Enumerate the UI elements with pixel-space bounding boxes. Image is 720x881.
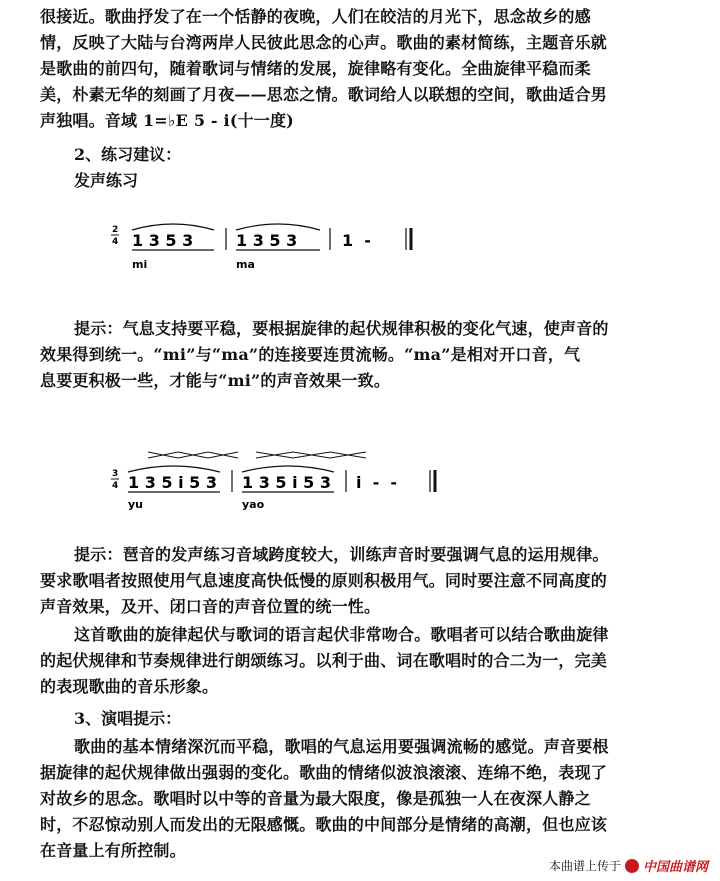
singing-tips-line: 歌曲的基本情绪深沉而平稳，歌唱的气息运用要强调流畅的感觉。声音要根	[74, 737, 609, 756]
time-sig-top: 2	[112, 225, 119, 235]
section3-heading: 3、演唱提示：	[74, 709, 182, 728]
time-sig-bottom: 4	[112, 237, 119, 247]
singing-tips-paragraph	[40, 734, 686, 864]
exercise1-bar3: 1 -	[342, 231, 371, 250]
exercise1-notation	[108, 218, 448, 278]
section2-subheading: 发声练习	[74, 171, 139, 190]
melody-paragraph	[40, 622, 686, 700]
singing-tips-line: 对故乡的思念。歌唱时以中等的音量为最大限度，像是孤独一人在夜深人静之	[40, 789, 591, 808]
tip1-line: 提示：气息支持要平稳，要根据旋律的起伏规律积极的变化气速，使声音的	[74, 319, 609, 338]
site-logo-icon	[625, 859, 639, 873]
footer-watermark	[549, 856, 708, 875]
slur-mark	[128, 466, 220, 472]
tip2-line: 提示：琶音的发声练习音域跨度较大，训练声音时要强调气息的运用规律。	[74, 545, 609, 564]
tip1-line: 效果得到统一。“mi”与“ma”的连接要连贯流畅。“ma”是相对开口音，气	[40, 345, 581, 364]
intro-line: 很接近。歌曲抒发了在一个恬静的夜晚，人们在皎洁的月光下，思念故乡的感	[40, 7, 591, 26]
exercise2-staff	[108, 446, 488, 516]
tip1-line: 息要更积极一些，才能与“mi”的声音效果一致。	[40, 371, 391, 390]
exercise1-staff	[108, 218, 448, 278]
intro-paragraph	[40, 4, 686, 134]
singing-tips-line: 据旋律的起伏规律做出强弱的变化。歌曲的情绪似波浪滚滚、连绵不绝，表现了	[40, 763, 608, 782]
syllable-yu: yu	[128, 498, 144, 511]
exercise1-bar1: 1 3 5 3	[132, 231, 194, 250]
singing-tips-line: 在音量上有所控制。	[40, 841, 186, 860]
intro-line: 是歌曲的前四句，随着歌词与情绪的发展，旋律略有变化。全曲旋律平稳而柔	[40, 59, 591, 78]
syllable-yao: yao	[242, 498, 265, 511]
footer-site-name[interactable]: 中国曲谱网	[642, 860, 708, 875]
singing-tips-line: 时，不忍惊动别人而发出的无限感慨。歌曲的中间部分是情绪的高潮，但也应该	[40, 815, 608, 834]
intro-line: 美，朴素无华的刻画了月夜——思恋之情。歌词给人以联想的空间，歌曲适合男	[40, 85, 608, 104]
tip2-line: 声音效果，及开、闭口音的声音位置的统一性。	[40, 597, 381, 616]
time-sig-bottom: 4	[112, 481, 119, 491]
footer-upload-text: 本曲谱上传于	[548, 859, 621, 873]
tip2-paragraph	[40, 542, 686, 620]
syllable-ma: ma	[236, 258, 255, 271]
dynamics-hairpin	[256, 452, 366, 458]
time-sig-top: 3	[112, 469, 119, 479]
melody-line: 这首歌曲的旋律起伏与歌词的语言起伏非常吻合。歌唱者可以结合歌曲旋律	[74, 625, 609, 644]
exercise2-bar2: 1 3 5 i 5 3	[242, 473, 331, 492]
syllable-mi: mi	[132, 258, 148, 271]
intro-line: 情，反映了大陆与台湾两岸人民彼此思念的心声。歌曲的素材简练，主题音乐就	[40, 33, 608, 52]
melody-line: 的起伏规律和节奏规律进行朗颂练习。以利于曲、词在歌唱时的合二为一，完美	[40, 651, 608, 670]
dynamics-hairpin	[148, 452, 238, 458]
exercise2-notation	[108, 446, 488, 516]
slur-mark	[132, 224, 214, 230]
melody-line: 的表现歌曲的音乐形象。	[40, 677, 219, 696]
intro-line: 声独唱。音域 1=♭E 5 - i(十一度)	[40, 111, 294, 130]
slur-mark	[242, 466, 334, 472]
exercise1-bar2: 1 3 5 3	[236, 231, 298, 250]
exercise2-bar3: i - -	[356, 473, 398, 492]
exercise2-bar1: 1 3 5 i 5 3	[128, 473, 217, 492]
tip1-paragraph	[40, 316, 686, 394]
slur-mark	[236, 224, 320, 230]
section2-heading: 2、练习建议：	[74, 145, 182, 164]
tip2-line: 要求歌唱者按照使用气息速度高快低慢的原则积极用气。同时要注意不同高度的	[40, 571, 608, 590]
